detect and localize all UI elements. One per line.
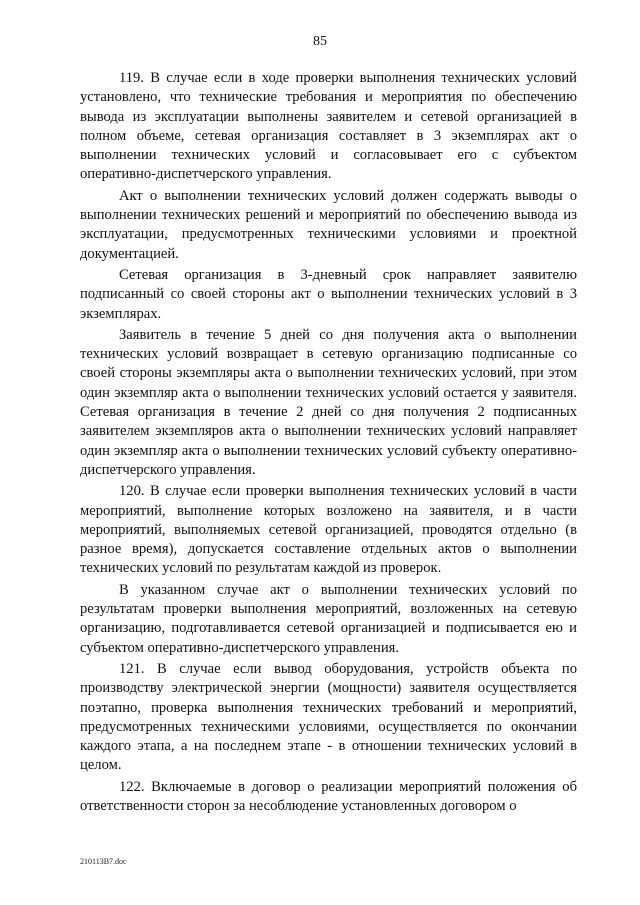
document-body (80, 69, 577, 818)
paragraph-119: 119. В случае если в ходе проверки выполнения технических условий установлено, что технические требования и мероприятия по обеспечению вывода из эксплуатации выполнены заявителем и сетевой организацией в полном объеме, сетевая организация составляет в 3 экземплярах акт о выполнении технических условий и согласовывает его с субъектом оперативно-диспетчерского управления. (80, 70, 577, 183)
paragraph-act-sending: Сетевая организация в 3-дневный срок направляет заявителю подписанный со своей стороны акт о выполнении технических условий в 3 экземплярах. (80, 266, 577, 322)
paragraph-121: 121. В случае если вывод оборудования, устройств объекта по производству электрической энергии (мощности) заявителя осуществляется поэтапно, проверка выполнения технических требований и мероприятий, предусмотренных техническими условиями, осуществляется по окончании каждого этапа, а на последнем этапе - в отношении технических условий в целом. (80, 660, 577, 774)
page-number: 85 (313, 34, 327, 49)
file-name-footer: 210113B7.doc (80, 857, 127, 866)
paragraph-act-content: Акт о выполнении технических условий должен содержать выводы о выполнении технических решений и мероприятий по обеспечению вывода из эксплуатации, предусмотренных техническими условиями и проектной документацией. (80, 187, 577, 262)
paragraph-separate-act: В указанном случае акт о выполнении технических условий по результатам проверки выполнения мероприятий, возложенных на сетевую организацию, подготавливается сетевой организацией и подписывается ею и субъектом оперативно-диспетчерского управления. (80, 581, 577, 656)
paragraph-120: 120. В случае если проверки выполнения технических условий в части мероприятий, выполнение которых возложено на заявителя, и в части мероприятий, выполняемых сетевой организацией, проводятся отдельно (в разное время), допускается составление отдельных актов о выполнении технических условий по результатам каждой из проверок. (80, 483, 577, 577)
paragraph-122: 122. Включаемые в договор о реализации мероприятий положения об ответственности сторон за несоблюдение установленных договором о (80, 778, 577, 814)
paragraph-act-return: Заявитель в течение 5 дней со дня получения акта о выполнении технических условий возвращает в сетевую организацию подписанные со своей стороны экземпляры акта о выполнении технических условий, при этом один экземпляр акта о выполнении технических условий остается у заявителя. Сетевая организация в течение 2 дней со дня получения 2 подписанных заявителем экземпляров акта о выполнении технических условий направляет один экземпляр акта о выполнении технических условий субъекту оперативно-диспетчерского управления. (80, 326, 577, 478)
